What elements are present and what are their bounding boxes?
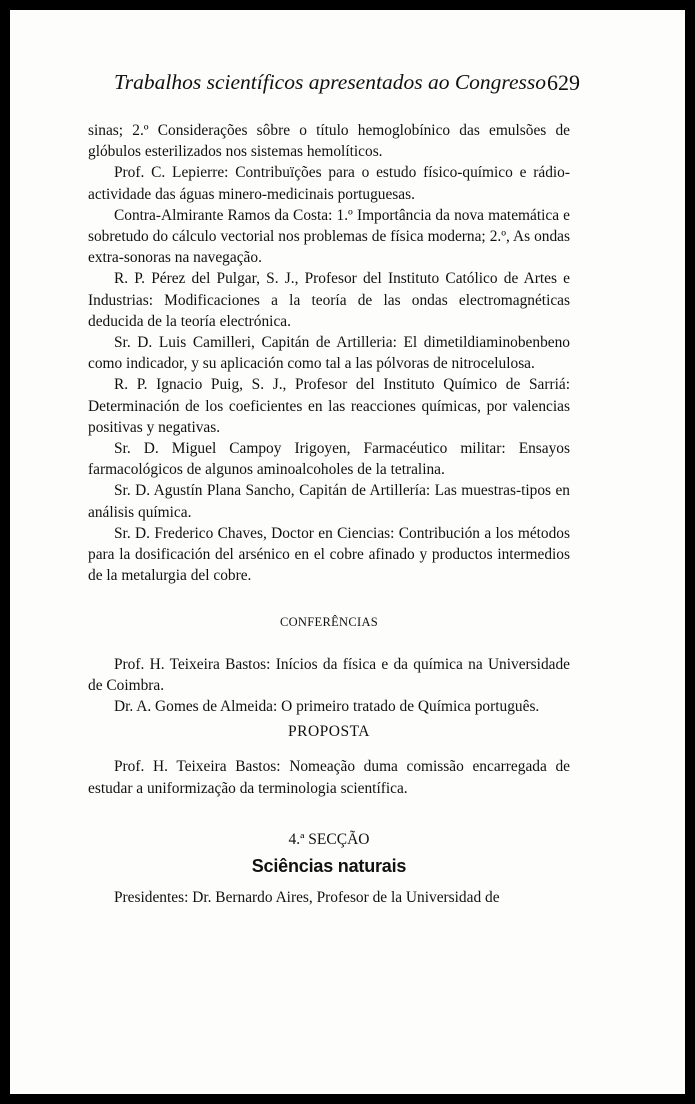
paragraph: Sr. D. Luis Camilleri, Capitán de Artilleria: El dimetildiaminobenbeno como indicador, y su aplicación como tal a las pólvoras de nitrocelulosa.: [88, 334, 570, 373]
conferencia-item: Prof. H. Teixeira Bastos: Inícios da física e da química na Universidade de Coimbra.: [88, 655, 570, 694]
paragraph: sinas; 2.º Considerações sôbre o título hemoglobínico das emulsões de glóbulos esterilizados nos sistemas hemolíticos.: [88, 122, 570, 161]
page: [10, 10, 685, 1094]
paragraph: Prof. C. Lepierre: Contribuïções para o estudo físico-químico e rádio-actividade das águas minero-medicinais portuguesas.: [88, 164, 570, 203]
conferencias-heading: CONFERÊNCIAS: [279, 615, 379, 630]
page-body: [88, 120, 570, 909]
presidentes-line: Presidentes: Dr. Bernardo Aires, Profesor de la Universidad de: [114, 889, 500, 907]
seccao-label: 4.ª SECÇÃO: [288, 830, 370, 848]
section-title: Sciências naturais: [251, 856, 407, 877]
running-header: [114, 70, 580, 95]
proposta-heading: PROPOSTA: [287, 723, 370, 741]
page-number: 629: [547, 70, 580, 95]
conferencia-item: Dr. A. Gomes de Almeida: O primeiro tratado de Química português.: [114, 698, 540, 716]
paragraph: R. P. Ignacio Puig, S. J., Profesor del Instituto Químico de Sarriá: Determinación de los coeficientes en las reacciones químicas, por valencias positivas y negativas.: [88, 376, 570, 436]
paragraph: R. P. Pérez del Pulgar, S. J., Profesor del Instituto Católico de Artes e Industrias: Modificaciones a la teoría de las ondas electromagnéticas deducida de la teoría electrónica.: [88, 270, 570, 330]
paragraph: Sr. D. Agustín Plana Sancho, Capitán de Artillería: Las muestras-tipos en análisis química.: [88, 482, 570, 521]
header-title: Trabalhos scientíficos apresentados ao Congresso: [114, 70, 547, 94]
paragraph: Contra-Almirante Ramos da Costa: 1.º Importância da nova matemática e sobretudo do cálculo vectorial nos problemas de física moderna; 2.º, As ondas extra-sonoras na navegação.: [88, 206, 570, 267]
paragraph: Sr. D. Frederico Chaves, Doctor en Ciencias: Contribución a los métodos para la dosificación del arsénico en el cobre afinado y productos intermedios de la metalurgia del cobre.: [88, 524, 570, 585]
proposta-text: Prof. H. Teixeira Bastos: Nomeação duma comissão encarregada de estudar a uniformização da terminologia scientífica.: [88, 758, 570, 797]
paragraph: Sr. D. Miguel Campoy Irigoyen, Farmacéutico militar: Ensayos farmacológicos de algunos aminoalcoholes de la tetralina.: [88, 440, 570, 479]
